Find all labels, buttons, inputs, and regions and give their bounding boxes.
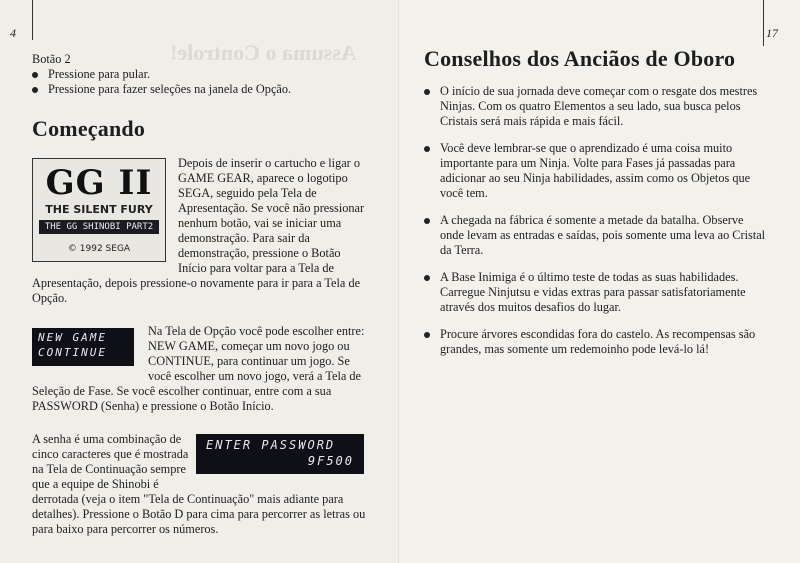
left-page-number: 4 [10,26,16,40]
list-item: Você deve lembrar-se que o aprendizado é uma coisa muito importante para um Ninja. Volte para Fases já passadas para adicionar ao seu Ninja habilidades, assim como os Objetos que você tem. [424,141,768,201]
conselhos-list [424,84,768,357]
option-new-game: NEW GAME [38,331,107,344]
game-logo: GG II [45,163,153,203]
enter-password-text: ENTER PASSWORD [206,438,336,452]
list-item: Procure árvores escondidas fora do castelo. As recompensas são grandes, mas somente um redemoinho pode levá-lo lá! [424,327,768,357]
para-opcao [32,324,372,414]
button2-section [32,52,372,97]
option-continue: CONTINUE [38,346,107,359]
list-item: Pressione para fazer seleções na janela de Opção. [32,82,372,97]
bleed-through-text: Assuma o Controle! [170,40,357,65]
list-item: A chegada na fábrica é somente a metade da batalha. Observe onde levam as entradas e saídas, pois somente uma leva ao Cristal da Terra. [424,213,768,258]
conselhos-heading: Conselhos dos Anciãos de Oboro [424,46,736,71]
game-subtitle: THE SILENT FURY [45,203,153,216]
list-item: O início de sua jornada deve começar com o resgate dos mestres Ninjas. Com os quatro Elementos a seu lado, sua busca pelos Cristais será mais rápida e mais fácil. [424,84,768,129]
comecando-heading: Começando [32,116,146,141]
right-page [400,0,800,563]
right-page-number: 17 [766,26,778,40]
title-bar: THE GG SHINOBI PART2 [39,220,159,234]
password-value: 9F500 [307,454,354,468]
conselhos-section [424,84,768,369]
para2-text: Na Tela de Opção você pode escolher entre: NEW GAME, começar um novo jogo ou CONTINUE, para continuar um jogo. Se você escolher um novo jogo, verá a Tela de Seleção de Fase. Se você escolher continuar, entre com a sua PASSWORD (Senha) e pressione o Botão Início. [32,324,365,413]
para1-text: Depois de inserir o cartucho e ligar o GAME GEAR, aparece o logotipo SEGA, seguido pela Tela de Apresentação. Se você não pressionar nenhum botão, vai se iniciar uma demonstração. Para sair da demonstração, pressione o Botão Início para voltar para a Tela de Apresentação, depois pressione-o novamente para ir para a Tela de Opção. [32,156,365,305]
right-margin-rule [763,0,764,46]
para3-text: A senha é uma combinação de cinco caracteres que é mostrada na Tela de Continuação sempre que a equipe de Shinobi é derrotada (veja o item "Tela de Continuação" mais adiante para detalhes). Pressione o Botão D para cima para percorrer as letras ou para baixo para percorrer os números. [32,432,366,536]
list-item: Pressione para pular. [32,67,372,82]
para-senha [32,432,372,537]
list-item: A Base Inimiga é o último teste de todas as suas habilidades. Carregue Ninjutsu e vidas extras para passar satisfatoriamente através dos muitos desafios do lugar. [424,270,768,315]
para-comecando [32,156,372,306]
copyright: © 1992 SEGA [67,244,131,254]
button2-title: Botão 2 [32,52,71,66]
left-margin-rule [32,0,33,40]
button2-list [32,67,372,97]
